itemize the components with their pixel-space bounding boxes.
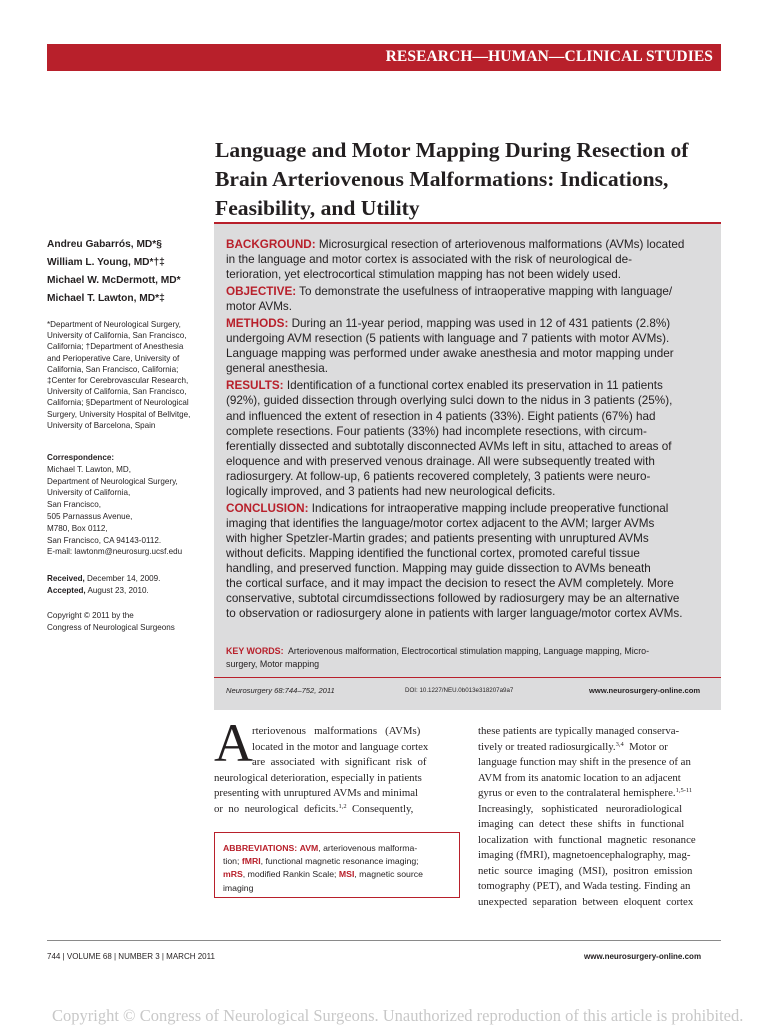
abstract-line: handling, and preserved function. Mapping may guide dissection to AVMs beneath: [226, 561, 651, 575]
abbr-def: , functional magnetic resonance imaging;: [260, 856, 419, 867]
abstract-line: imaging that identifies the language/motor cortex adjacent to the AVM; larger AVMs: [226, 516, 655, 530]
body-line: tomography (PET), and Wada testing. Finding an: [478, 880, 691, 892]
objective-label: OBJECTIVE:: [226, 285, 297, 299]
body-line: [478, 740, 722, 756]
affiliation-line: ‡Center for Cerebrovascular Research,: [47, 376, 189, 386]
footer-issue-info: 744 | VOLUME 68 | NUMBER 3 | MARCH 2011: [47, 952, 215, 961]
abbr-def: , modified Rankin Scale;: [242, 869, 337, 880]
body-line: imaging can detect these shifts in functional: [478, 818, 685, 830]
doi[interactable]: DOI: 10.1227/NEU.0b013e318207a9a7: [405, 687, 514, 694]
abstract-line: eloquence and with preserved venous drainage. All were subsequently treated with: [226, 454, 655, 468]
correspondence-line: 505 Parnassus Avenue,: [47, 511, 133, 521]
body-text: gyrus or even to the contralateral hemisphere.: [478, 787, 676, 799]
article-title: [215, 136, 725, 223]
body-line: localization with functional magnetic resonance: [478, 833, 696, 846]
abstract-line: undergoing AVM resection (5 patients with language and 7 patients with motor AVMs).: [226, 332, 670, 346]
abstract: [226, 237, 712, 623]
affiliation-line: *Department of Neurological Surgery,: [47, 320, 181, 329]
journal-reference: Neurosurgery 68:744–752, 2011: [226, 686, 335, 695]
received-label: Received,: [47, 574, 85, 583]
accepted-value: August 23, 2010.: [87, 585, 149, 595]
accepted-label: Accepted,: [47, 585, 86, 595]
affiliations: [47, 319, 207, 431]
copyright-line: Congress of Neurological Surgeons: [47, 622, 175, 632]
citation-ref[interactable]: 1,5-11: [675, 787, 693, 794]
body-line: neurological deterioration, especially in patients: [214, 771, 422, 784]
affiliation-line: California, San Francisco, California;: [47, 364, 179, 374]
background-label: BACKGROUND:: [226, 238, 316, 251]
abstract-line: motor AVMs.: [226, 300, 293, 314]
abstract-line: Microsurgical resection of arteriovenous malformations (AVMs) located: [315, 238, 685, 251]
accepted-date: [47, 585, 217, 597]
abstract-line: logically improved, and 3 patients had new neurological deficits.: [226, 484, 556, 498]
abstract-line: with higher Spetzler-Martin grades; and patients presenting with unruptured AVMs: [226, 531, 649, 545]
correspondence-line: San Francisco,: [47, 500, 101, 510]
body-text: Consequently,: [346, 802, 414, 815]
keywords-label: KEY WORDS:: [226, 646, 284, 656]
keywords-line: surgery, Motor mapping: [226, 658, 320, 669]
abstract-line: ferentially dissected and subtotally disconnected AVMs left in situ, attached to areas of: [226, 439, 672, 453]
article-dates: [47, 573, 217, 596]
abstract-line: to observation or radiosurgery alone in patients with larger language/motor cortex AVMs.: [226, 607, 683, 621]
correspondence: [47, 452, 212, 558]
correspondence-email[interactable]: E-mail: lawtonm@neurosurg.ucsf.edu: [47, 547, 183, 557]
correspondence-line: San Francisco, CA 94143-0112.: [47, 535, 162, 545]
abbr-term: fMRI: [241, 856, 261, 867]
abstract-line: without deficits. Mapping identified the functional cortex, promoted careful tissue: [226, 546, 640, 560]
drop-cap: A: [214, 713, 253, 773]
body-line: netic source imaging (MSI), positron emission: [478, 864, 693, 877]
abstract-line: During an 11-year period, mapping was used in 12 of 431 patients (2.8%): [288, 317, 671, 331]
correspondence-line: University of California,: [47, 488, 131, 498]
abstract-line: To demonstrate the usefulness of intraoperative mapping with language/: [296, 285, 673, 299]
copyright-line: Copyright © 2011 by the: [47, 611, 134, 620]
title-line: Language and Motor Mapping During Resection of: [215, 138, 689, 162]
correspondence-heading: Correspondence:: [47, 453, 115, 462]
body-line: unexpected separation between eloquent cortex: [478, 895, 694, 908]
correspondence-line: Michael T. Lawton, MD,: [47, 464, 131, 474]
author-list: [47, 236, 217, 308]
citation-ref[interactable]: 1,2: [338, 802, 347, 810]
abstract-line: (92%), guided dissection through overlying sulci down to the nidus in 3 patients (25%),: [226, 394, 673, 408]
body-line: [214, 802, 460, 818]
citation-divider: [214, 677, 721, 678]
author: Michael W. McDermott, MD*: [47, 275, 181, 286]
body-text: tively or treated radiosurgically.: [478, 740, 616, 753]
body-line: AVM from its anatomic location to an adjacent: [478, 771, 681, 784]
author: Michael T. Lawton, MD*‡: [47, 293, 165, 304]
abstract-line: radiosurgery. At follow-up, 6 patients recovered completely, 3 patients were neuro-: [226, 469, 651, 483]
abbreviations-label: ABBREVIATIONS:: [223, 843, 298, 853]
affiliation-line: California; §Department of Neurological: [47, 398, 189, 408]
abstract-conclusion: [226, 501, 712, 621]
body-line: located in the motor and language cortex: [252, 740, 429, 753]
abstract-line: complete resections. Four patients (33%) had incomplete resections, with circum-: [226, 424, 647, 438]
correspondence-line: M780, Box 0112,: [47, 523, 108, 533]
abstract-line: Indications for intraoperative mapping include preoperative functional: [308, 501, 669, 515]
abstract-line: terioration, yet electrocortical stimulation mapping has not been widely used.: [226, 268, 621, 282]
abbr-def: , arteriovenous malforma-: [318, 843, 418, 853]
affiliation-line: University of California, San Francisco,: [47, 331, 187, 341]
affiliation-line: University of Barcelona, Spain: [47, 420, 156, 430]
footer-divider: [47, 940, 721, 941]
journal-website-link[interactable]: www.neurosurgery-online.com: [589, 686, 701, 695]
abstract-line: in the language and motor cortex is associated with the risk of neurological de-: [226, 253, 633, 267]
abstract-methods: [226, 316, 712, 376]
copyright-note: [47, 610, 217, 633]
abstract-objective: [226, 284, 712, 314]
section-header-bar: [47, 44, 721, 71]
correspondence-line: Department of Neurological Surgery,: [47, 476, 178, 486]
abstract-background: [226, 237, 712, 282]
body-line: are associated with significant risk of: [252, 756, 427, 768]
body-line: these patients are typically managed conserva-: [478, 725, 680, 737]
body-line: language function may shift in the presence of an: [478, 756, 691, 768]
abstract-line: general anesthesia.: [226, 362, 329, 376]
body-line: rteriovenous malformations (AVMs): [252, 725, 421, 737]
title-line: Brain Arteriovenous Malformations: Indications,: [215, 167, 669, 191]
body-line: Increasingly, sophisticated neuroradiological: [478, 802, 683, 815]
body-column-left: [214, 724, 460, 817]
body-column-right: [478, 724, 722, 910]
abbr-term: AVM: [299, 843, 319, 853]
conclusion-label: CONCLUSION:: [226, 501, 309, 515]
abstract-line: the cortical surface, and it may impact the decision to resect the AVM completely. More: [226, 577, 674, 591]
abbr-def: , magnetic source: [354, 869, 423, 880]
keywords: [226, 645, 712, 670]
received-date: [47, 573, 217, 585]
body-text: or no neurological deficits.: [214, 802, 339, 815]
abbr-term: MSI: [338, 869, 355, 880]
affiliation-line: California; †Department of Anesthesia: [47, 342, 184, 352]
author: William L. Young, MD*†‡: [47, 257, 165, 268]
body-line: presenting with unruptured AVMs and minimal: [214, 787, 419, 799]
abstract-line: conservative, subtotal circumdissections followed by radiosurgery may be an alternative: [226, 592, 680, 606]
affiliation-line: University of California, San Francisco,: [47, 387, 187, 397]
footer-website-link[interactable]: www.neurosurgery-online.com: [584, 952, 702, 961]
body-text: Motor or: [623, 740, 668, 753]
abbreviations-text: [223, 842, 455, 895]
author: Andreu Gabarrós, MD*§: [47, 239, 162, 250]
abstract-results: [226, 378, 712, 498]
keywords-line: Arteriovenous malformation, Electrocortical stimulation mapping, Language mapping, Micro-: [283, 646, 650, 656]
abbr-term: mRS: [223, 869, 243, 880]
methods-label: METHODS:: [226, 317, 289, 331]
affiliation-line: and Perioperative Care, University of: [47, 353, 180, 363]
section-header-text: RESEARCH—HUMAN—CLINICAL STUDIES: [385, 48, 713, 65]
results-label: RESULTS:: [226, 379, 284, 393]
abstract-line: Language mapping was performed under awake anesthesia and motor mapping under: [226, 347, 674, 361]
citation-ref[interactable]: 3,4: [615, 740, 624, 748]
affiliation-line: Surgery, University Hospital of Bellvitge,: [47, 409, 191, 419]
body-line: imaging (fMRI), magnetoencephalography, mag-: [478, 849, 691, 861]
abbr-def: tion;: [223, 856, 242, 867]
abstract-line: and influenced the extent of resection in 4 patients (33%). Eight patients (67%) had: [226, 409, 656, 423]
body-line: [478, 786, 722, 802]
copyright-watermark: Copyright © Congress of Neurological Surgeons. Unauthorized reproduction of this article is prohibited.: [52, 1006, 744, 1025]
abstract-line: Identification of a functional cortex enabled its preservation in 11 patients: [283, 379, 663, 393]
abbr-def: imaging: [223, 882, 254, 893]
received-value: December 14, 2009.: [87, 574, 161, 583]
title-line: Feasibility, and Utility: [215, 196, 420, 220]
